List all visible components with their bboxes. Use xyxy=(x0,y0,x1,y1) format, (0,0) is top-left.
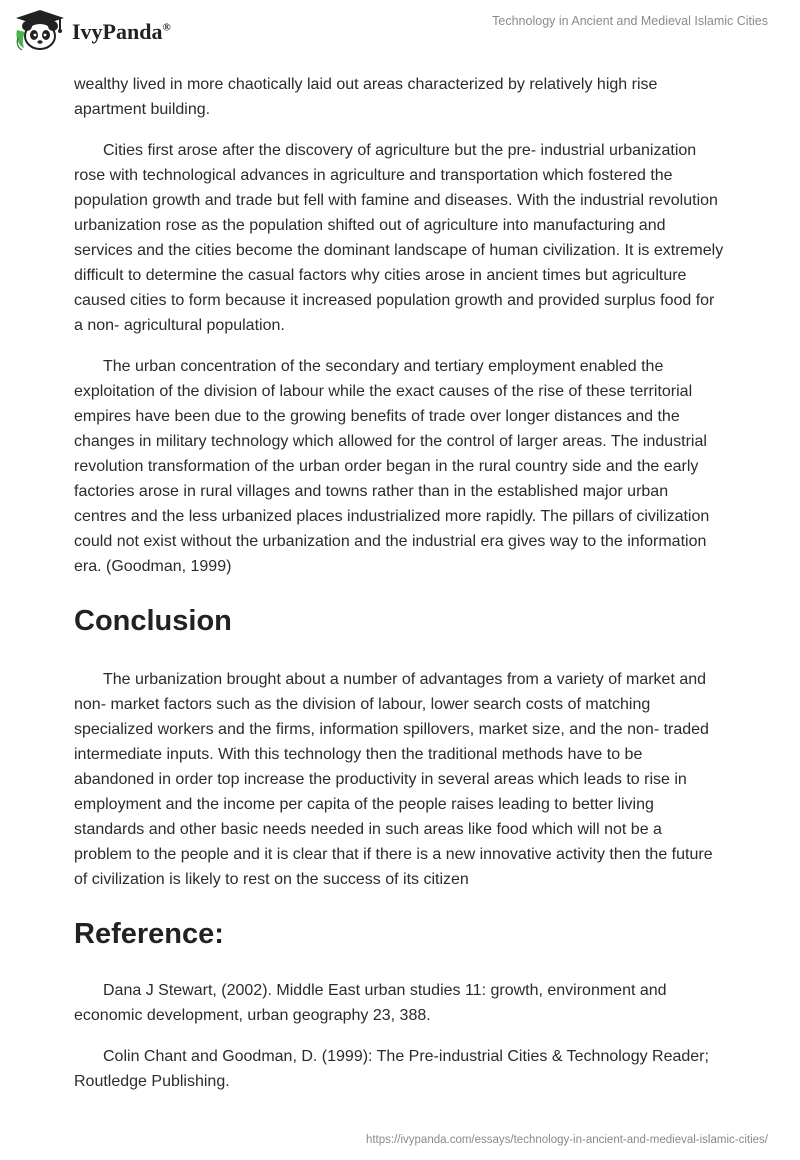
conclusion-paragraph: The urbanization brought about a number of advantages from a variety of market and non- market factors such as the division of labour, lower search costs of matching specialized workers and the firms, information spillovers, market size, and the non- traded intermediate inputs. With this technology then the traditional methods have to be abandoned in order top increase the productivity in several areas which leads to rise in employment and the income per capita of the people raises leading to better living standards and other basic needs needed in such areas like food which will not be a problem to the people and it is clear that if there is a new innovative activity then the future of civilization is likely to rest on the success of its citizen xyxy=(74,671,713,888)
source-url[interactable]: https://ivypanda.com/essays/technology-in-ancient-and-medieval-islamic-cities/ xyxy=(365,1134,768,1146)
paragraph: Cities first arose after the discovery of agriculture but the pre- industrial urbanization rose with technological advances in agriculture and transportation which fostered the population growth and trade but fell with famine and diseases. With the industrial revolution urbanization rose as the population shifted out of agriculture into manufacturing and services and the cities become the dominant landscape of human civilization. It is extremely difficult to determine the casual factors why cities arose in ancient times but agriculture caused cities to form because it increased population growth and provided surplus food for a non- agricultural population. xyxy=(74,142,724,334)
panda-graduation-cap-icon xyxy=(14,8,66,52)
conclusion-heading: Conclusion xyxy=(74,605,232,637)
paragraph: wealthy lived in more chaotically laid out areas characterized by relatively high rise apartment building. xyxy=(74,76,658,118)
reference-item: Dana J Stewart, (2002). Middle East urban studies 11: growth, environment and economic development, urban geography 23, 388. xyxy=(74,982,667,1024)
essay-content xyxy=(74,72,724,1110)
ivypanda-logo[interactable] xyxy=(14,8,171,52)
reference-heading: Reference: xyxy=(74,918,224,950)
reference-item: Colin Chant and Goodman, D. (1999): The Pre-industrial Cities & Technology Reader; Routledge Publishing. xyxy=(74,1048,709,1090)
brand-name: IvyPanda® xyxy=(72,19,171,44)
page-header xyxy=(0,0,800,70)
document-title: Technology in Ancient and Medieval Islamic Cities xyxy=(492,14,768,28)
paragraph: The urban concentration of the secondary and tertiary employment enabled the exploitation of the division of labour while the exact causes of the rise of these territorial empires have been due to the growing benefits of trade over longer distances and the changes in military technology which allowed for the control of larger areas. The industrial revolution transformation of the urban order began in the rural country side and the early factories arose in rural villages and towns rather than in the established major urban centres and the less urbanized places industrialized more rapidly. The pillars of civilization could not exist without the urbanization and the industrial era gives way to the information era. (Goodman, 1999) xyxy=(74,358,710,575)
